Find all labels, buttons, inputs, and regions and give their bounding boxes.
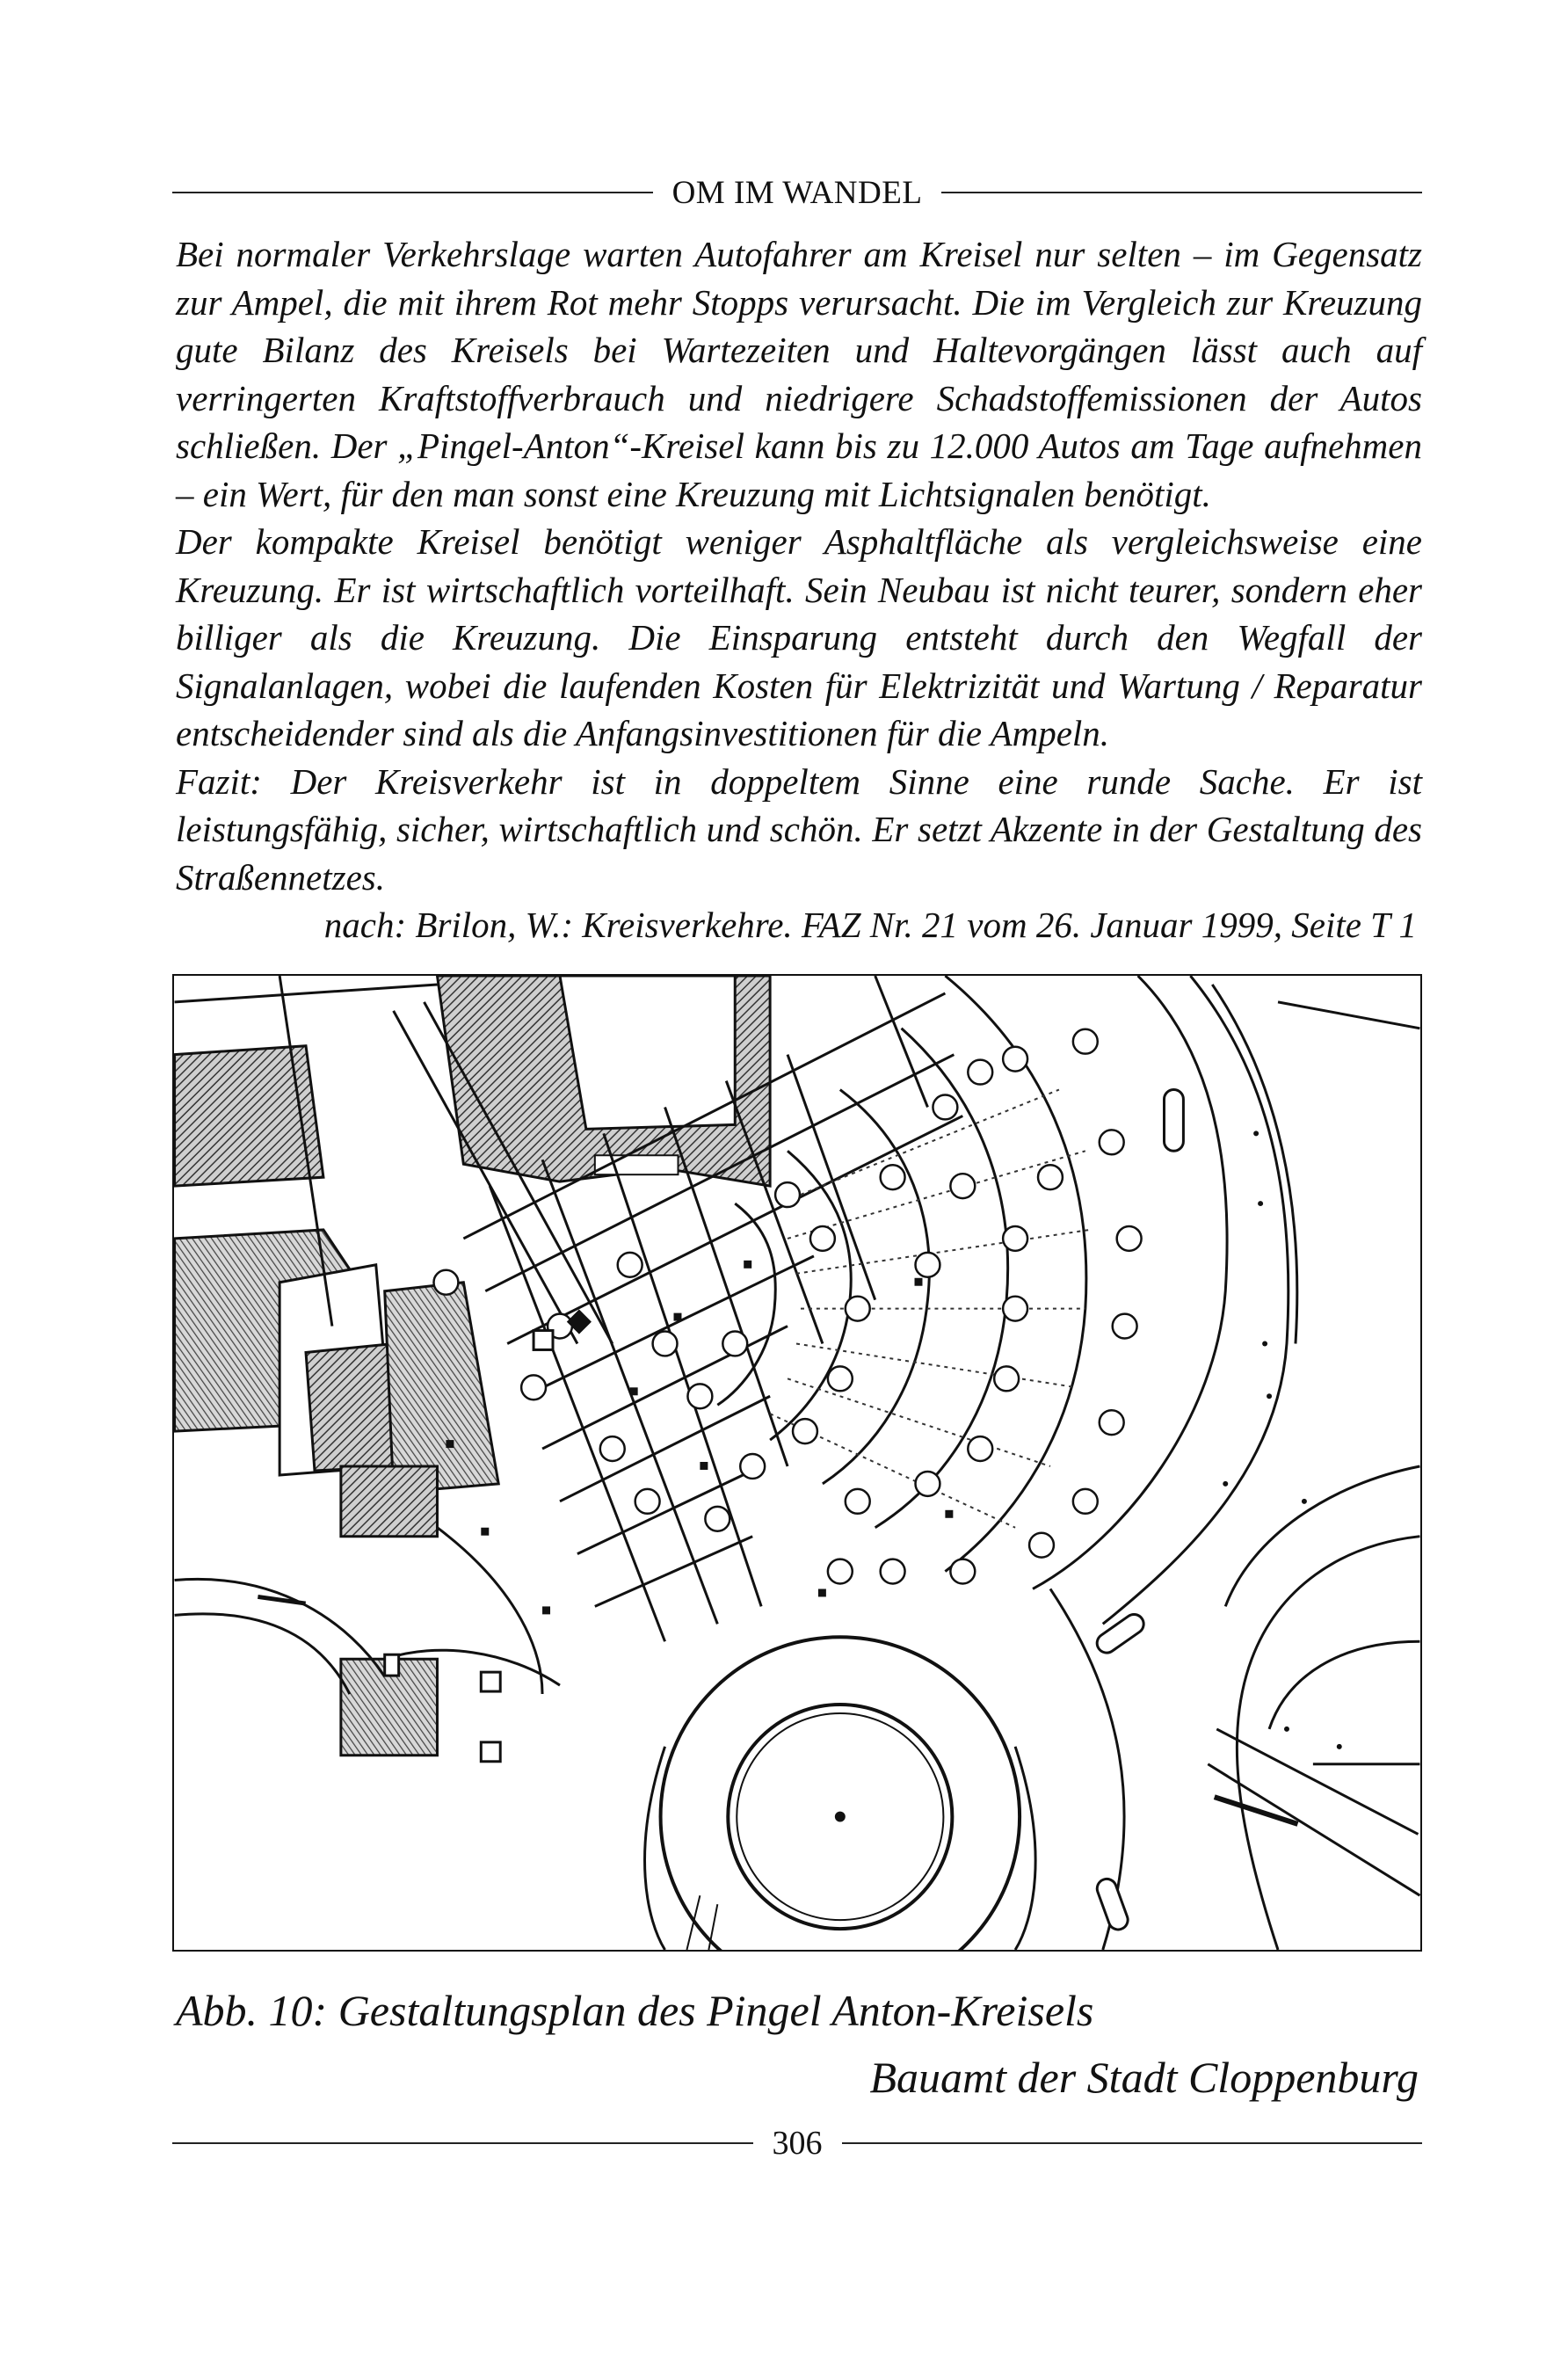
paragraph-3: Fazit: Der Kreisverkehr ist in doppeltem Sinne eine runde Sache. Er ist leistungsfähig, sicher, wirtschaftlich und schön. Er setzt Akzente in der Gestaltung des Straßennetzes.	[176, 760, 1422, 898]
traffic-islands	[1093, 1090, 1184, 1932]
plaza-arcs	[717, 976, 1086, 1572]
figure-credit: Bauamt der Stadt Cloppenburg	[869, 2053, 1419, 2102]
header-rule-right	[941, 192, 1422, 193]
source-citation: nach: Brilon, W.: Kreisverkehre. FAZ Nr. 21 vom 26. Januar 1999, Seite T 1	[323, 905, 1417, 945]
page-footer	[172, 2119, 1422, 2168]
footer-rule-right	[842, 2142, 1423, 2144]
roundabout-site-plan	[172, 974, 1422, 1952]
site-plan-drawing	[174, 976, 1420, 1950]
paragraph-2: Der kompakte Kreisel benötigt weniger Asphaltfläche als vergleichsweise eine Kreuzung. Er ist wirtschaftlich vorteilhaft. Sein Neubau ist nicht teurer, sondern eher billiger als die Kreuzung. Die Einsparung entsteht durch den Wegfall der Signalanlagen, wobei die laufenden Kosten für Elektrizität und Wartung / Reparatur entscheidender sind als die Anfangsinvestitionen für die Ampeln.	[176, 521, 1422, 753]
running-title: OM IM WANDEL	[671, 174, 923, 211]
figure-caption: Abb. 10: Gestaltungsplan des Pingel Anton-Kreisels	[176, 1986, 1094, 2035]
paragraph-1: Bei normaler Verkehrslage warten Autofahrer am Kreisel nur selten – im Gegensatz zur Ampel, die mit ihrem Rot mehr Stopps verursacht. Die im Vergleich zur Kreuzung gute Bilanz des Kreisels bei Wartezeiten und Haltevorgängen lässt auch auf verringerten Kraftstoffverbrauch und niedrigere Schadstoffemissionen der Autos schließen. Der „Pingel-Anton“-Kreisel kann bis zu 12.000 Autos am Tage aufnehmen – ein Wert, für den man sonst eine Kreuzung mit Lichtsignalen benötigt.	[176, 234, 1422, 514]
page-number: 306	[772, 2125, 823, 2162]
footer-rule-left	[172, 2142, 753, 2144]
site-dots	[1223, 1130, 1342, 1748]
roundabout	[645, 1637, 1036, 1950]
header-rule-left	[172, 192, 653, 193]
body-text	[176, 230, 1422, 949]
running-header	[172, 171, 1422, 214]
